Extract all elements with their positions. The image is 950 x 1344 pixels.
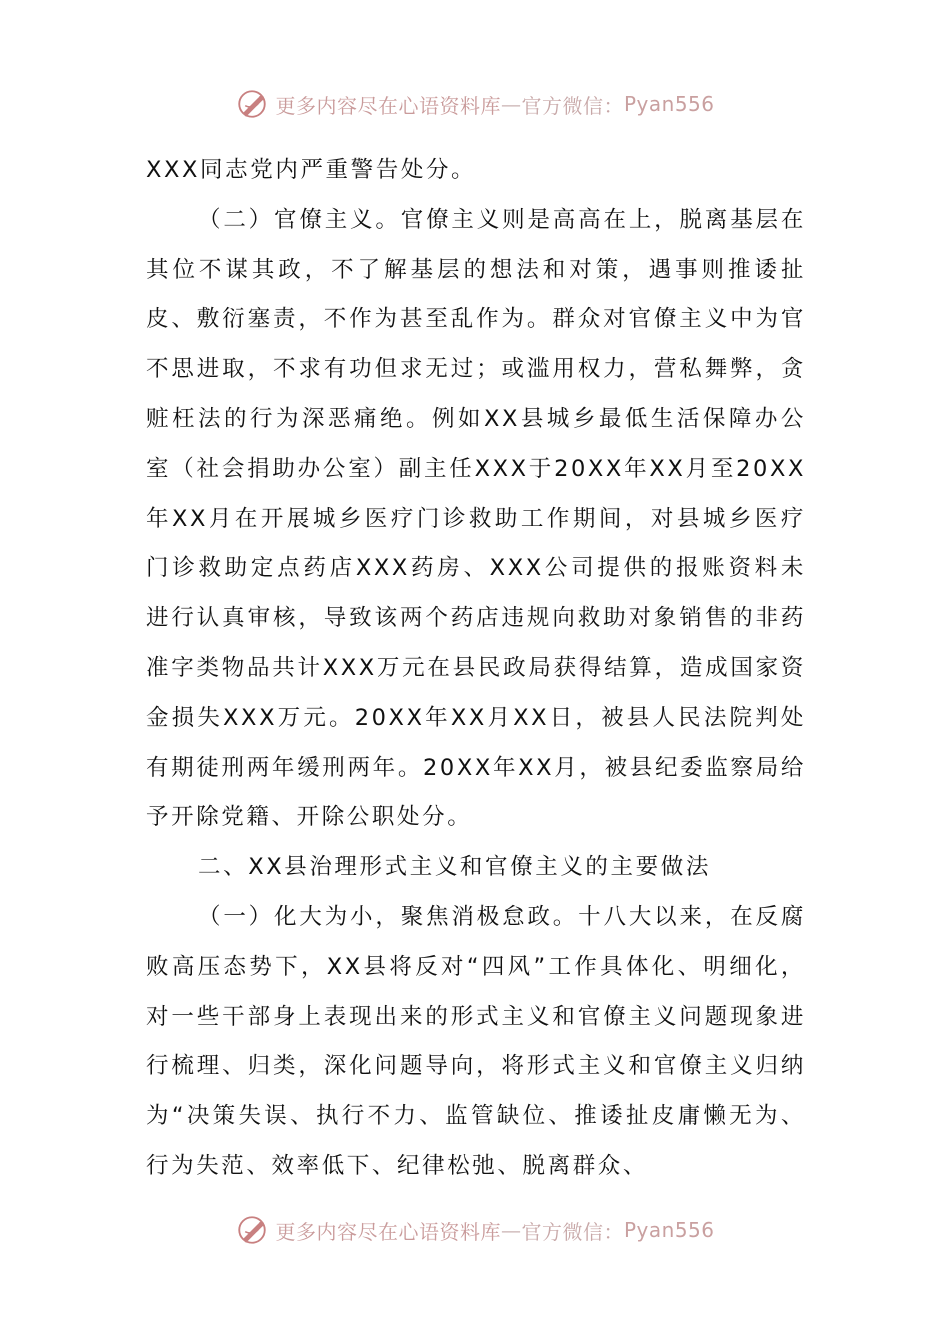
section-heading: 二、XX县治理形式主义和官僚主义的主要做法 — [198, 854, 711, 881]
pen-seal-logo-icon — [235, 87, 269, 121]
watermark-main-text: 更多内容尽在心语资料库 — [275, 1219, 501, 1244]
paragraph-2: （二）官僚主义。官僚主义则是高高在上，脱离基层在其位不谋其政，不了解基层的想法和对策，遇事则推诿扯皮、敷衍塞责，不作为甚至乱作为。群众对官僚主义中为官不思进取，不求有功但求无过；或滥用权力，营私舞弊，贪赃枉法的行为深恶痛绝。例如XX县城乡最低生活保障办公室（社会捐助办公室）副主任XXX于20XX年XX月至20XX年XX月在开展城乡医疗门诊救助工作期间，对县城乡医疗门诊救助定点药店XXX药房、XXX公司提供的报账资料未进行认真审核，导致该两个药店违规向救助对象销售的非药准字类物品共计XXX万元在县民政局获得结算，造成国家资金损失XXX万元。20XX年XX月XX日，被县人民法院判处有期徒刑两年缓刑两年。20XX年XX月，被县纪委监察局给予开除党籍、开除公职处分。 — [146, 206, 806, 831]
watermark-separator: — — [500, 92, 522, 116]
watermark-separator: — — [500, 1218, 522, 1242]
watermark-main-text: 更多内容尽在心语资料库 — [275, 93, 501, 118]
paragraph-1: XXX同志党内严重警告处分。 — [146, 157, 477, 183]
pen-seal-logo-icon — [235, 1213, 269, 1247]
paragraph-3: （一）化大为小，聚焦消极怠政。十八大以来，在反腐败高压态势下，XX县将反对“四风”工作具体化、明细化，对一些干部身上表现出来的形式主义和官僚主义问题现象进行梳理、归类，深化问题导向，将形式主义和官僚主义归纳为“决策失误、执行不力、监管缺位、推诿扯皮庸懒无为、行为失范、效率低下、纪律松弛、脱离群众、 — [146, 903, 806, 1179]
watermark-wechat-id: Pyan556 — [623, 92, 715, 116]
document-body — [146, 146, 806, 1192]
watermark-wechat-label: 官方微信： — [521, 1219, 624, 1244]
watermark-wechat-label: 官方微信： — [521, 93, 624, 118]
footer-watermark — [0, 1210, 950, 1250]
header-watermark — [0, 84, 950, 124]
watermark-wechat-id: Pyan556 — [623, 1218, 715, 1242]
